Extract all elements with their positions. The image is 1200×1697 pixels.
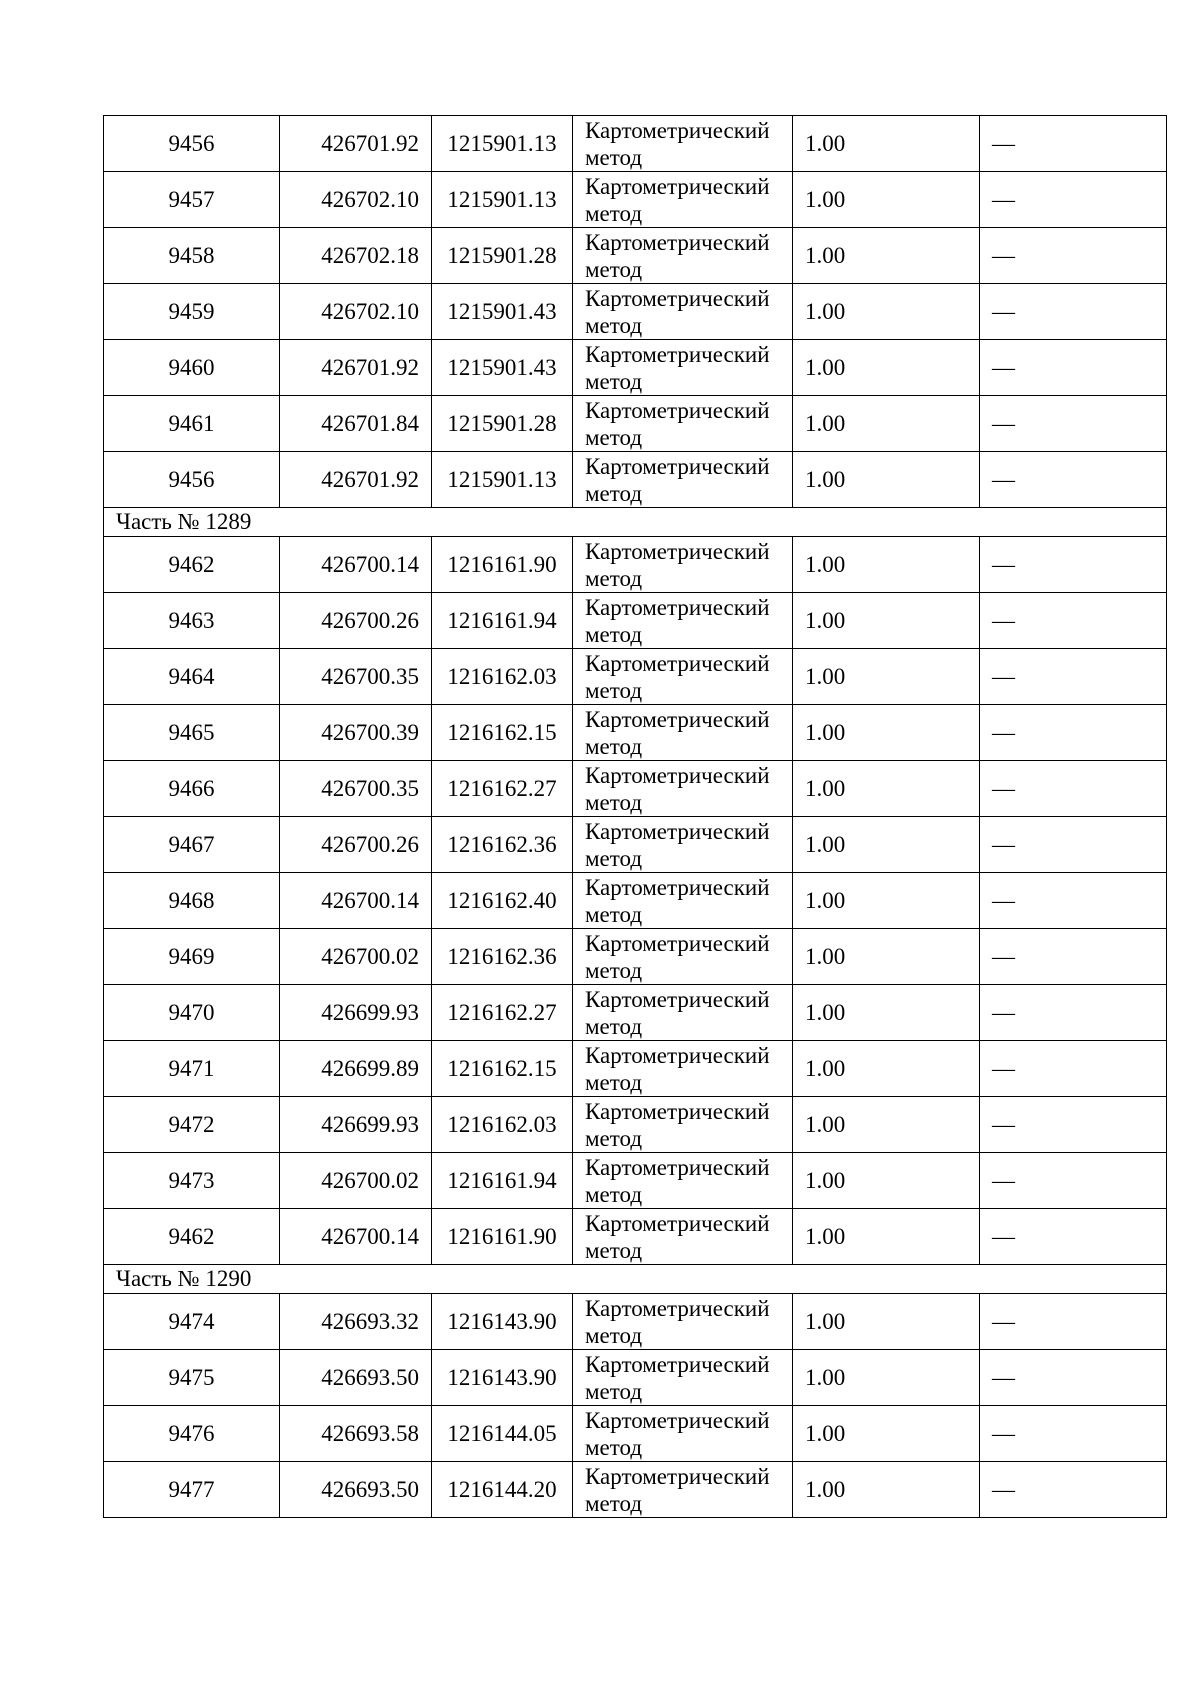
y-coordinate-cell: 1215901.13 [432, 172, 573, 228]
description-cell: — [980, 1209, 1167, 1265]
method-line-1: Картометрический [585, 1407, 770, 1433]
description-cell: — [980, 929, 1167, 985]
method-cell [573, 116, 793, 172]
y-coordinate-cell: 1216162.36 [432, 929, 573, 985]
method-cell [573, 593, 793, 649]
accuracy-cell: 1.00 [793, 537, 980, 593]
method-line-2: метод [585, 1490, 643, 1516]
method-cell [573, 1153, 793, 1209]
method-cell [573, 340, 793, 396]
table-row [104, 116, 1167, 172]
coordinates-table-body [104, 116, 1167, 1518]
point-number-cell: 9456 [104, 116, 280, 172]
x-coordinate-cell: 426702.10 [280, 172, 432, 228]
method-cell [573, 649, 793, 705]
description-cell: — [980, 1097, 1167, 1153]
description-cell: — [980, 985, 1167, 1041]
y-coordinate-cell: 1216162.40 [432, 873, 573, 929]
x-coordinate-cell: 426700.14 [280, 1209, 432, 1265]
point-number-cell: 9470 [104, 985, 280, 1041]
accuracy-cell: 1.00 [793, 761, 980, 817]
method-cell [573, 537, 793, 593]
method-cell [573, 228, 793, 284]
point-number-cell: 9464 [104, 649, 280, 705]
method-cell [573, 396, 793, 452]
method-line-1: Картометрический [585, 173, 770, 199]
table-row [104, 340, 1167, 396]
method-line-1: Картометрический [585, 874, 770, 900]
method-line-1: Картометрический [585, 706, 770, 732]
method-line-2: метод [585, 1378, 643, 1404]
y-coordinate-cell: 1216162.15 [432, 705, 573, 761]
method-line-1: Картометрический [585, 538, 770, 564]
method-line-2: метод [585, 256, 643, 282]
table-row [104, 1406, 1167, 1462]
point-number-cell: 9469 [104, 929, 280, 985]
table-row [104, 761, 1167, 817]
y-coordinate-cell: 1216143.90 [432, 1350, 573, 1406]
x-coordinate-cell: 426701.92 [280, 340, 432, 396]
method-line-1: Картометрический [585, 1042, 770, 1068]
table-row [104, 1097, 1167, 1153]
point-number-cell: 9466 [104, 761, 280, 817]
y-coordinate-cell: 1216161.90 [432, 1209, 573, 1265]
x-coordinate-cell: 426693.58 [280, 1406, 432, 1462]
table-row [104, 1350, 1167, 1406]
method-line-2: метод [585, 200, 643, 226]
description-cell: — [980, 817, 1167, 873]
x-coordinate-cell: 426700.39 [280, 705, 432, 761]
method-line-2: метод [585, 144, 643, 170]
method-cell [573, 817, 793, 873]
description-cell: — [980, 593, 1167, 649]
description-cell: — [980, 228, 1167, 284]
table-row [104, 1209, 1167, 1265]
method-cell [573, 985, 793, 1041]
method-line-1: Картометрический [585, 650, 770, 676]
description-cell: — [980, 284, 1167, 340]
point-number-cell: 9457 [104, 172, 280, 228]
accuracy-cell: 1.00 [793, 817, 980, 873]
description-cell: — [980, 537, 1167, 593]
section-header-row [104, 1265, 1167, 1294]
accuracy-cell: 1.00 [793, 593, 980, 649]
description-cell: — [980, 1350, 1167, 1406]
method-line-1: Картометрический [585, 1295, 770, 1321]
point-number-cell: 9472 [104, 1097, 280, 1153]
method-line-2: метод [585, 312, 643, 338]
table-row [104, 537, 1167, 593]
accuracy-cell: 1.00 [793, 1294, 980, 1350]
table-row [104, 1294, 1167, 1350]
point-number-cell: 9460 [104, 340, 280, 396]
description-cell: — [980, 1462, 1167, 1518]
method-cell [573, 1041, 793, 1097]
y-coordinate-cell: 1216144.20 [432, 1462, 573, 1518]
description-cell: — [980, 705, 1167, 761]
method-line-2: метод [585, 1181, 643, 1207]
point-number-cell: 9465 [104, 705, 280, 761]
description-cell: — [980, 1406, 1167, 1462]
accuracy-cell: 1.00 [793, 1406, 980, 1462]
table-row [104, 284, 1167, 340]
table-row [104, 1462, 1167, 1518]
method-line-1: Картометрический [585, 117, 770, 143]
accuracy-cell: 1.00 [793, 1209, 980, 1265]
point-number-cell: 9462 [104, 1209, 280, 1265]
method-cell [573, 873, 793, 929]
method-line-1: Картометрический [585, 1154, 770, 1180]
method-line-2: метод [585, 1434, 643, 1460]
point-number-cell: 9476 [104, 1406, 280, 1462]
point-number-cell: 9459 [104, 284, 280, 340]
accuracy-cell: 1.00 [793, 1462, 980, 1518]
method-cell [573, 1209, 793, 1265]
x-coordinate-cell: 426702.18 [280, 228, 432, 284]
method-line-2: метод [585, 368, 643, 394]
method-line-1: Картометрический [585, 453, 770, 479]
method-line-2: метод [585, 733, 643, 759]
point-number-cell: 9474 [104, 1294, 280, 1350]
y-coordinate-cell: 1216161.94 [432, 593, 573, 649]
document-page [103, 115, 1166, 1518]
method-cell [573, 1294, 793, 1350]
accuracy-cell: 1.00 [793, 116, 980, 172]
y-coordinate-cell: 1216161.90 [432, 537, 573, 593]
x-coordinate-cell: 426700.14 [280, 537, 432, 593]
accuracy-cell: 1.00 [793, 929, 980, 985]
accuracy-cell: 1.00 [793, 172, 980, 228]
accuracy-cell: 1.00 [793, 873, 980, 929]
section-title: Часть № 1289 [104, 508, 1167, 537]
accuracy-cell: 1.00 [793, 284, 980, 340]
x-coordinate-cell: 426701.84 [280, 396, 432, 452]
x-coordinate-cell: 426700.14 [280, 873, 432, 929]
accuracy-cell: 1.00 [793, 985, 980, 1041]
x-coordinate-cell: 426701.92 [280, 116, 432, 172]
x-coordinate-cell: 426700.26 [280, 817, 432, 873]
method-line-2: метод [585, 677, 643, 703]
point-number-cell: 9462 [104, 537, 280, 593]
x-coordinate-cell: 426699.93 [280, 985, 432, 1041]
method-line-2: метод [585, 621, 643, 647]
x-coordinate-cell: 426702.10 [280, 284, 432, 340]
description-cell: — [980, 340, 1167, 396]
point-number-cell: 9477 [104, 1462, 280, 1518]
description-cell: — [980, 649, 1167, 705]
x-coordinate-cell: 426701.92 [280, 452, 432, 508]
accuracy-cell: 1.00 [793, 1153, 980, 1209]
point-number-cell: 9458 [104, 228, 280, 284]
method-line-2: метод [585, 565, 643, 591]
accuracy-cell: 1.00 [793, 1350, 980, 1406]
method-cell [573, 761, 793, 817]
x-coordinate-cell: 426700.35 [280, 649, 432, 705]
description-cell: — [980, 873, 1167, 929]
table-row [104, 1153, 1167, 1209]
y-coordinate-cell: 1216143.90 [432, 1294, 573, 1350]
coordinates-table [103, 115, 1167, 1518]
table-row [104, 1041, 1167, 1097]
description-cell: — [980, 452, 1167, 508]
method-line-1: Картометрический [585, 229, 770, 255]
table-row [104, 873, 1167, 929]
description-cell: — [980, 761, 1167, 817]
method-line-2: метод [585, 424, 643, 450]
x-coordinate-cell: 426693.50 [280, 1350, 432, 1406]
y-coordinate-cell: 1215901.43 [432, 340, 573, 396]
table-row [104, 817, 1167, 873]
accuracy-cell: 1.00 [793, 396, 980, 452]
accuracy-cell: 1.00 [793, 649, 980, 705]
y-coordinate-cell: 1215901.13 [432, 116, 573, 172]
y-coordinate-cell: 1216162.03 [432, 649, 573, 705]
x-coordinate-cell: 426700.02 [280, 1153, 432, 1209]
x-coordinate-cell: 426700.35 [280, 761, 432, 817]
accuracy-cell: 1.00 [793, 705, 980, 761]
y-coordinate-cell: 1215901.28 [432, 396, 573, 452]
accuracy-cell: 1.00 [793, 452, 980, 508]
section-title: Часть № 1290 [104, 1265, 1167, 1294]
y-coordinate-cell: 1215901.43 [432, 284, 573, 340]
y-coordinate-cell: 1216162.36 [432, 817, 573, 873]
accuracy-cell: 1.00 [793, 340, 980, 396]
description-cell: — [980, 1153, 1167, 1209]
method-cell [573, 452, 793, 508]
method-line-2: метод [585, 1322, 643, 1348]
point-number-cell: 9463 [104, 593, 280, 649]
section-header-row [104, 508, 1167, 537]
table-row [104, 452, 1167, 508]
y-coordinate-cell: 1215901.13 [432, 452, 573, 508]
y-coordinate-cell: 1216162.03 [432, 1097, 573, 1153]
table-row [104, 396, 1167, 452]
x-coordinate-cell: 426699.93 [280, 1097, 432, 1153]
method-line-1: Картометрический [585, 1351, 770, 1377]
y-coordinate-cell: 1216162.15 [432, 1041, 573, 1097]
method-line-2: метод [585, 1237, 643, 1263]
y-coordinate-cell: 1216162.27 [432, 761, 573, 817]
table-row [104, 929, 1167, 985]
y-coordinate-cell: 1216162.27 [432, 985, 573, 1041]
accuracy-cell: 1.00 [793, 228, 980, 284]
method-cell [573, 929, 793, 985]
method-line-2: метод [585, 789, 643, 815]
method-line-2: метод [585, 480, 643, 506]
x-coordinate-cell: 426700.26 [280, 593, 432, 649]
description-cell: — [980, 396, 1167, 452]
method-line-1: Картометрический [585, 594, 770, 620]
table-row [104, 172, 1167, 228]
method-line-1: Картометрический [585, 1463, 770, 1489]
description-cell: — [980, 1294, 1167, 1350]
table-row [104, 985, 1167, 1041]
table-row [104, 228, 1167, 284]
method-line-1: Картометрический [585, 818, 770, 844]
method-line-1: Картометрический [585, 397, 770, 423]
table-row [104, 649, 1167, 705]
point-number-cell: 9467 [104, 817, 280, 873]
accuracy-cell: 1.00 [793, 1041, 980, 1097]
method-line-2: метод [585, 901, 643, 927]
point-number-cell: 9473 [104, 1153, 280, 1209]
point-number-cell: 9471 [104, 1041, 280, 1097]
method-line-2: метод [585, 845, 643, 871]
method-line-1: Картометрический [585, 762, 770, 788]
method-line-2: метод [585, 1125, 643, 1151]
method-line-2: метод [585, 1069, 643, 1095]
method-line-1: Картометрический [585, 1098, 770, 1124]
point-number-cell: 9468 [104, 873, 280, 929]
method-line-2: метод [585, 1013, 643, 1039]
method-cell [573, 1406, 793, 1462]
accuracy-cell: 1.00 [793, 1097, 980, 1153]
description-cell: — [980, 116, 1167, 172]
x-coordinate-cell: 426693.50 [280, 1462, 432, 1518]
point-number-cell: 9475 [104, 1350, 280, 1406]
description-cell: — [980, 1041, 1167, 1097]
method-cell [573, 172, 793, 228]
y-coordinate-cell: 1216161.94 [432, 1153, 573, 1209]
method-line-1: Картометрический [585, 930, 770, 956]
table-row [104, 593, 1167, 649]
table-row [104, 705, 1167, 761]
method-line-1: Картометрический [585, 986, 770, 1012]
method-cell [573, 1097, 793, 1153]
method-cell [573, 284, 793, 340]
method-cell [573, 1462, 793, 1518]
method-cell [573, 705, 793, 761]
x-coordinate-cell: 426700.02 [280, 929, 432, 985]
method-cell [573, 1350, 793, 1406]
method-line-1: Картометрический [585, 285, 770, 311]
description-cell: — [980, 172, 1167, 228]
method-line-1: Картометрический [585, 341, 770, 367]
x-coordinate-cell: 426693.32 [280, 1294, 432, 1350]
y-coordinate-cell: 1216144.05 [432, 1406, 573, 1462]
point-number-cell: 9456 [104, 452, 280, 508]
method-line-1: Картометрический [585, 1210, 770, 1236]
method-line-2: метод [585, 957, 643, 983]
y-coordinate-cell: 1215901.28 [432, 228, 573, 284]
point-number-cell: 9461 [104, 396, 280, 452]
x-coordinate-cell: 426699.89 [280, 1041, 432, 1097]
